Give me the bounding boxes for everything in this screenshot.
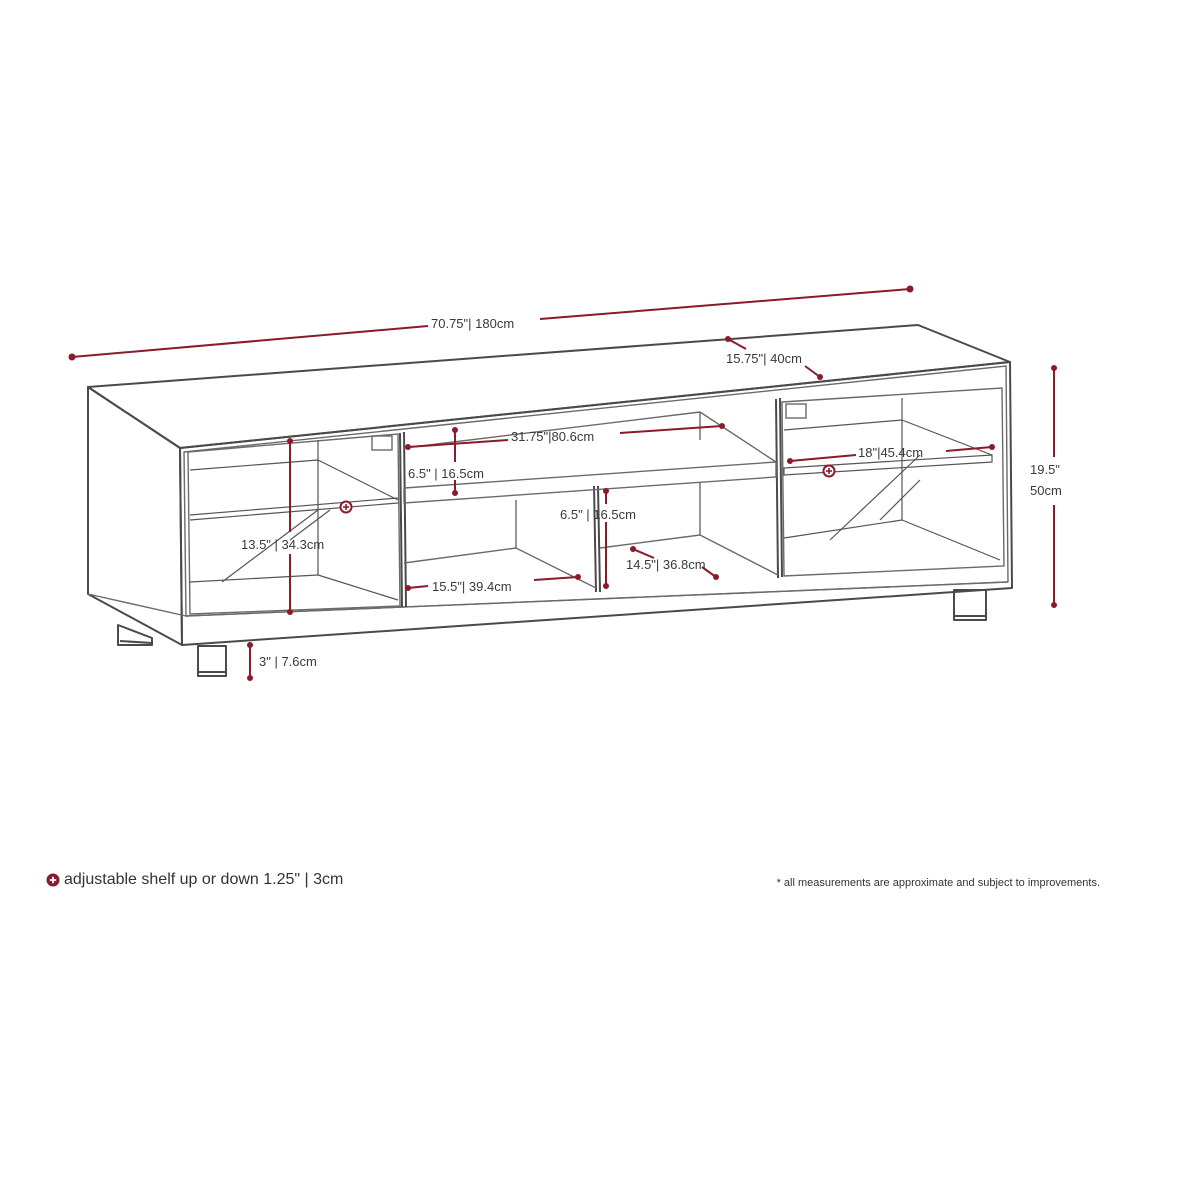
left-divider-back <box>404 432 406 607</box>
right-cabinet-width-line-right <box>946 447 992 451</box>
center-lower-height-endpoint-bottom <box>603 583 609 589</box>
leg-height-endpoint-top <box>247 642 253 648</box>
left-glass-door <box>188 434 400 614</box>
height-label-cm: 50cm <box>1030 483 1062 498</box>
left-door-handle <box>372 436 392 450</box>
dimension-lines <box>69 286 1058 682</box>
center-right-bay-endpoint-bottom <box>713 574 719 580</box>
right-door-handle <box>786 404 806 418</box>
center-lower-floor-diag-right <box>700 535 778 575</box>
height-endpoint-top <box>1051 365 1057 371</box>
legs <box>118 590 986 676</box>
right-cabinet-width-label: 18"|45.4cm <box>858 445 924 460</box>
center-upper-height-endpoint-top <box>452 427 458 433</box>
center-upper-height-endpoint-bottom <box>452 490 458 496</box>
height-endpoint-bottom <box>1051 602 1057 608</box>
depth-endpoint-top <box>725 336 731 342</box>
left-end-panel <box>88 387 182 645</box>
center-width-endpoint-right <box>719 423 725 429</box>
circle-plus-icon <box>341 502 352 513</box>
front-face <box>180 362 1012 645</box>
center-left-bay-label: 15.5"| 39.4cm <box>432 579 512 594</box>
height-label-in: 19.5" <box>1030 462 1060 477</box>
center-divider <box>594 486 596 592</box>
right-cabinet-width-line-left <box>790 455 856 461</box>
center-lower-height-label: 6.5" | 16.5cm <box>560 507 636 522</box>
center-width-label: 31.75"|80.6cm <box>511 429 595 444</box>
overall-width-line-right <box>540 289 910 319</box>
overall-width-endpoint-left <box>69 354 76 361</box>
adjustable-shelf-note <box>46 871 343 889</box>
center-left-bay-endpoint-right <box>575 574 581 580</box>
center-upper-height-label: 6.5" | 16.5cm <box>408 466 484 481</box>
leg-height-label: 3" | 7.6cm <box>259 654 317 669</box>
center-right-bay-endpoint-top <box>630 546 636 552</box>
circle-plus-icon <box>824 466 835 477</box>
depth-line-top <box>728 339 746 349</box>
right-divider <box>776 399 778 578</box>
plinth-side-line <box>88 594 186 616</box>
overall-width-line-left <box>72 326 428 357</box>
right-cabinet-width-endpoint-right <box>989 444 995 450</box>
left-cabinet-height-label: 13.5" | 34.3cm <box>241 537 325 552</box>
center-right-bay-label: 14.5"| 36.8cm <box>626 557 706 572</box>
depth-endpoint-bottom <box>817 374 823 380</box>
center-left-bay-line-right <box>534 577 578 580</box>
left-cabinet-height-endpoint-bottom <box>287 609 293 615</box>
center-lower-floor-left <box>404 548 516 563</box>
center-lower-floor-diag-left <box>516 548 596 588</box>
center-divider-back <box>598 486 600 592</box>
left-cabinet-height-endpoint-top <box>287 438 293 444</box>
center-left-bay-line-left <box>408 586 428 588</box>
adjustable-shelf-note-text: adjustable shelf up or down 1.25" | 3cm <box>64 871 344 888</box>
depth-label: 15.75"| 40cm <box>726 351 802 366</box>
circle-plus-icon <box>46 873 60 887</box>
center-lower-floor-right <box>600 535 700 548</box>
overall-width-endpoint-right <box>907 286 914 293</box>
center-width-line-right <box>620 426 722 433</box>
center-left-bay-endpoint-left <box>405 585 411 591</box>
right-cabinet-width-endpoint-left <box>787 458 793 464</box>
center-lower-height-endpoint-top <box>603 488 609 494</box>
measurement-disclaimer: * all measurements are approximate and subject to improvements. <box>776 877 1100 889</box>
overall-width-label: 70.75"| 180cm <box>431 316 515 331</box>
plinth-line <box>186 582 1008 616</box>
center-width-endpoint-left <box>405 444 411 450</box>
tv-stand-outline <box>88 325 1012 676</box>
leg-height-endpoint-bottom <box>247 675 253 681</box>
center-back-diag <box>700 412 776 462</box>
right-glass-door <box>782 388 1004 576</box>
